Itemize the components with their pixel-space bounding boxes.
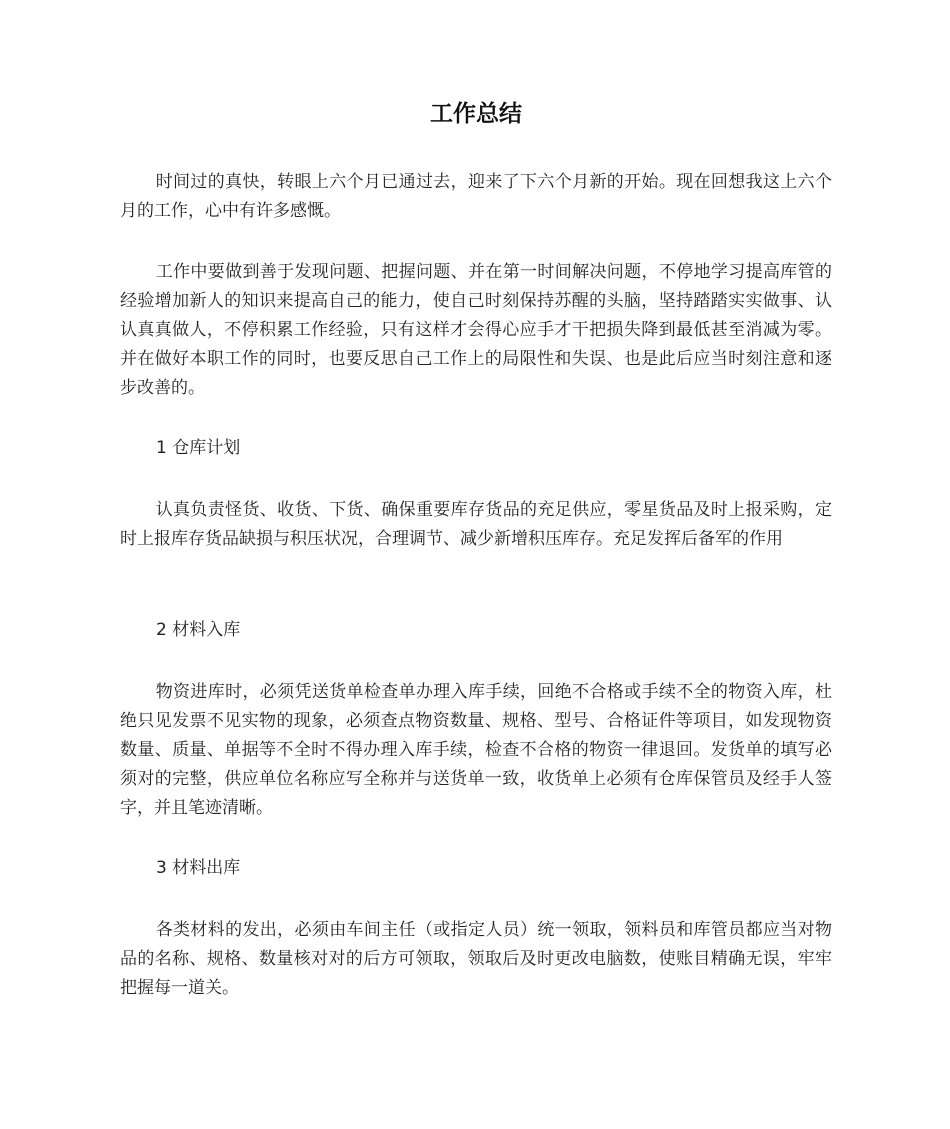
section-heading-material-inbound: 2 材料入库 xyxy=(156,620,241,640)
paragraph-intro: 时间过的真快，转眼上六个月已通过去，迎来了下六个月新的开始。现在回想我这上六个月的工作，心中有许多感慨。 xyxy=(120,172,832,221)
document-title: 工作总结 xyxy=(430,101,522,127)
section-heading-material-outbound: 3 材料出库 xyxy=(156,858,241,878)
section-heading-warehouse-plan: 1 仓库计划 xyxy=(156,438,241,458)
paragraph-work-reflection: 工作中要做到善于发现问题、把握问题、并在第一时间解决问题，不停地学习提高库管的经验增加新人的知识来提高自己的能力，使自己时刻保持苏醒的头脑，坚持踏踏实实做事、认认真真做人，不停积累工作经验，只有这样才会得心应手才干把损失降到最低甚至消减为零。并在做好本职工作的同时，也要反思自己工作上的局限性和失误、也是此后应当时刻注意和逐步改善的。 xyxy=(120,262,832,398)
section-body-material-outbound: 各类材料的发出，必须由车间主任（或指定人员）统一领取，领料员和库管员都应当对物品的名称、规格、数量核对对的后方可领取，领取后及时更改电脑数，使账目精确无误，牢牢把握每一道关。 xyxy=(120,920,832,998)
section-body-material-inbound: 物资进库时，必须凭送货单检查单办理入库手续，回绝不合格或手续不全的物资入库，杜绝只见发票不见实物的现象，必须查点物资数量、规格、型号、合格证件等项目，如发现物资数量、质量、单据等不全时不得办理入库手续，检查不合格的物资一律退回。发货单的填写必须对的完整，供应单位名称应写全称并与送货单一致，收货单上必须有仓库保管员及经手人签字，并且笔迹清晰。 xyxy=(120,682,832,818)
section-body-warehouse-plan: 认真负责怪货、收货、下货、确保重要库存货品的充足供应，零星货品及时上报采购，定时上报库存货品缺损与积压状况，合理调节、减少新增积压库存。充足发挥后备军的作用 xyxy=(120,500,832,549)
